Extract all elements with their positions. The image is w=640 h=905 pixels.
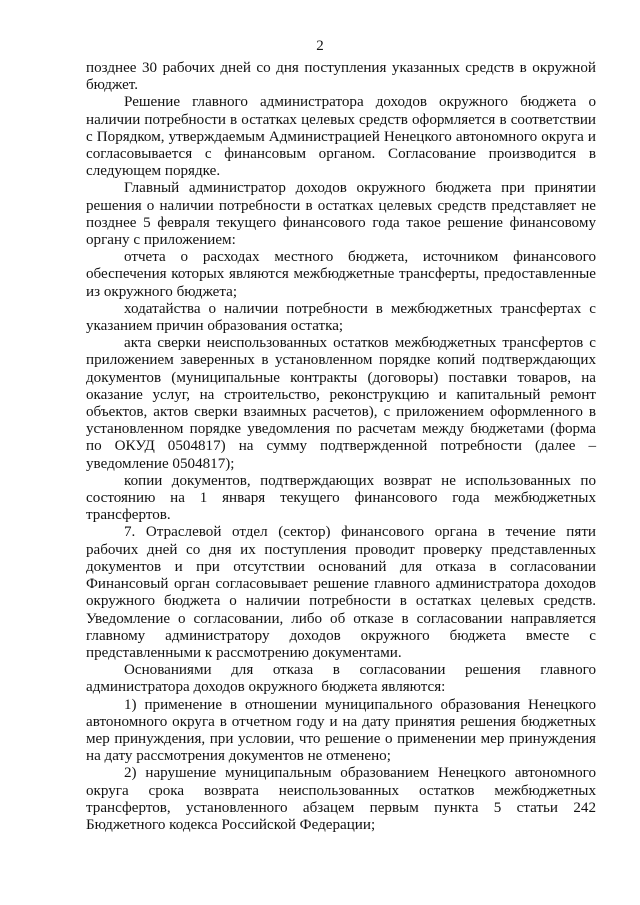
paragraph-5: ходатайства о наличии потребности в межбюджетных трансфертах с указанием причин образования остатка;: [86, 300, 596, 335]
paragraph-6: акта сверки неиспользованных остатков межбюджетных трансфертов с приложением заверенных в установленном порядке копий подтверждающих документов (муниципальные контракты (договоры) поставки товаров, на оказание услуг, на строительство, реконструкцию и капитальный ремонт объектов, актов сверки взаимных расчетов), с приложением оформленного в установленном порядке уведомления по расчетам между бюджетами (форма по ОКУД 0504817) на сумму подтвержденной потребности (далее – уведомление 0504817);: [86, 335, 596, 472]
paragraph-3: Главный администратор доходов окружного бюджета при принятии решения о наличии потребности в остатках целевых средств представляет не позднее 5 февраля текущего финансового года такое решение финансовому органу с приложением:: [86, 180, 596, 249]
paragraph-10: 1) применение в отношении муниципального образования Ненецкого автономного округа в отчетном году и на дату принятия решения бюджетных мер принуждения, при условии, что решение о применении мер принуждения на дату рассмотрения документов не отменено;: [86, 696, 596, 765]
paragraph-2: Решение главного администратора доходов окружного бюджета о наличии потребности в остатках целевых средств оформляется в соответствии с Порядком, утверждаемым Администрацией Ненецкого автономного округа и согласовывается с финансовым органом. Согласование производится в следующем порядке.: [86, 94, 596, 180]
document-body: [86, 60, 596, 834]
paragraph-7: копии документов, подтверждающих возврат не использованных по состоянию на 1 января текущего финансового года межбюджетных трансфертов.: [86, 472, 596, 524]
paragraph-1: позднее 30 рабочих дней со дня поступления указанных средств в окружной бюджет.: [86, 60, 596, 94]
paragraph-8: 7. Отраслевой отдел (сектор) финансового органа в течение пяти рабочих дней со дня их поступления проводит проверку представленных документов и при отсутствии оснований для отказа в согласовании Финансовый орган согласовывает решение главного администратора доходов окружного бюджета о наличии потребности в остатках целевых средств. Уведомление о согласовании, либо об отказе в согласовании направляется главному администратору доходов окружного бюджета вместе с представленными к рассмотрению документами.: [86, 524, 596, 661]
paragraph-11: 2) нарушение муниципальным образованием Ненецкого автономного округа срока возврата неиспользованных остатков межбюджетных трансфертов, установленного абзацем первым пункта 5 статьи 242 Бюджетного кодекса Российской Федерации;: [86, 765, 596, 833]
paragraph-9: Основаниями для отказа в согласовании решения главного администратора доходов окружного бюджета являются:: [86, 662, 596, 696]
page-number: 2: [316, 38, 324, 54]
paragraph-4: отчета о расходах местного бюджета, источником финансового обеспечения которых являются межбюджетные трансферты, предоставленные из окружного бюджета;: [86, 249, 596, 300]
